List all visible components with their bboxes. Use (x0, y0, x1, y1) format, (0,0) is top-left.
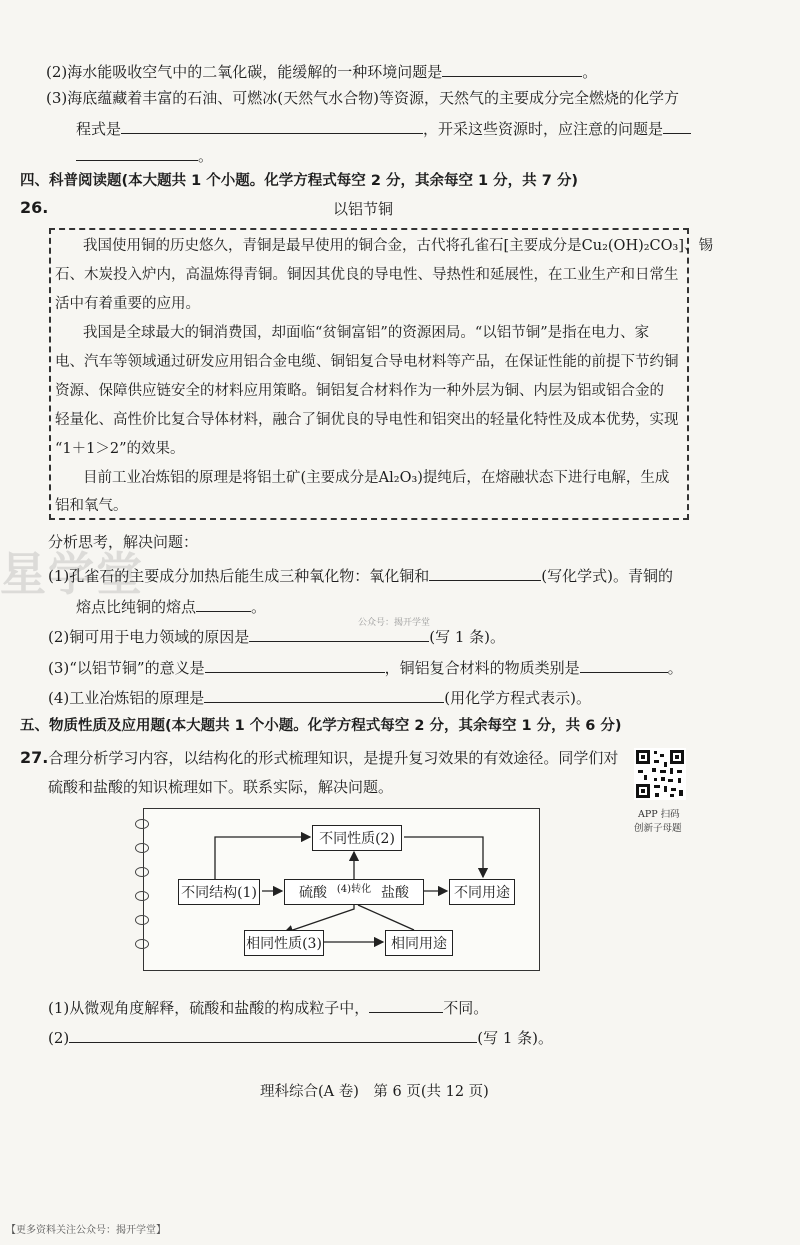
section-5-heading: 五、物质性质及应用题(本大题共 1 个小题。化学方程式每空 2 分，其余每空 1 分，共 6 分) (20, 718, 622, 734)
passage-line: “1＋1＞2”的效果。 (55, 441, 185, 457)
passage-line: 资源、保障供应链安全的材料应用策略。铜铝复合材料作为一种外层为铜、内层为铝或铝合金的 (55, 383, 664, 399)
q26-sub1-cont: 熔点比纯铜的熔点 。 (76, 595, 266, 617)
page-footer: 理科综合(A 卷) 第 6 页(共 12 页) (260, 1084, 489, 1100)
q26-sub4: (4)工业冶炼铝的原理是 (用化学方程式表示)。 (48, 686, 591, 708)
q27-sub2: (2) (写 1 条)。 (48, 1026, 553, 1048)
passage-line: 目前工业冶炼铝的原理是将铝土矿(主要成分是Al₂O₃)提纯后，在熔融状态下进行电解，生成 (83, 470, 670, 486)
q26-sub2: (2)铜可用于电力领域的原因是 (写 1 条)。 (48, 625, 505, 647)
watermark-caption: 公众号：揭开学堂 (358, 618, 431, 628)
node-same-property: 相同性质(3) (244, 930, 324, 956)
answer-blank[interactable] (369, 996, 443, 1013)
q26-title: 以铝节铜 (333, 200, 394, 218)
node-different-structure: 不同结构(1) (178, 879, 260, 905)
answer-blank[interactable] (429, 564, 541, 581)
node-sulfuric-acid: 硫酸 (299, 885, 327, 901)
answer-blank[interactable] (204, 686, 444, 703)
answer-blank[interactable] (69, 1026, 477, 1043)
qr-caption-2: 创新子母题 (634, 823, 682, 834)
qr-code-icon[interactable] (634, 748, 686, 800)
node-hydrochloric-acid: 盐酸 (380, 885, 409, 901)
footer-note: 【更多资料关注公众号：揭开学堂】 (6, 1225, 166, 1236)
q26-sub3: (3)“以铝节铜”的意义是 ，铜铝复合材料的物质类别是 。 (48, 656, 683, 678)
node-acid-pair (284, 879, 424, 905)
q27-intro-line2: 硫酸和盐酸的知识梳理如下。联系实际，解决问题。 (48, 778, 394, 796)
node-different-property: 不同性质(2) (312, 825, 402, 851)
answer-blank[interactable] (205, 656, 385, 673)
passage-line: 轻量化、高性价比复合导体材料，融合了铜优良的导电性和铝突出的轻量化特性及成本优势，实现 (55, 412, 679, 428)
reading-passage-box (49, 228, 714, 520)
qr-caption-1: APP 扫码 (638, 809, 680, 820)
passage-line: 我国是全球最大的铜消费国，却面临“贫铜富铝”的资源困局。“以铝节铜”是指在电力、家 (83, 325, 650, 341)
passage-line: 我国使用铜的历史悠久，青铜是最早使用的铜合金，古代将孔雀石[主要成分是Cu₂(OH)₂CO₃]、锡 (83, 238, 714, 254)
node-different-use: 不同用途 (449, 879, 515, 905)
answer-blank[interactable] (121, 117, 423, 134)
answer-blank[interactable] (76, 144, 198, 161)
q25-part3-line3: 。 (76, 144, 213, 166)
q25-part2: (2)海水能吸收空气中的二氧化碳，能缓解的一种环境问题是 。 (46, 60, 597, 82)
answer-blank[interactable] (196, 595, 251, 612)
answer-blank[interactable] (663, 117, 691, 134)
knowledge-diagram (143, 808, 540, 971)
passage-line: 石、木炭投入炉内，高温炼得青铜。铜因其优良的导电性、导热性和延展性，在工业生产和日常生 (55, 267, 679, 283)
answer-blank[interactable] (580, 656, 668, 673)
passage-line: 电、汽车等领域通过研发应用铝合金电缆、铜铝复合导电材料等产品，在保证性能的前提下节约铜 (55, 354, 679, 370)
node-conversion-label: (4)转化 (336, 883, 372, 895)
watermark-logo: 星学堂 (0, 547, 144, 601)
answer-blank[interactable] (442, 60, 582, 77)
q27-sub1: (1)从微观角度解释，硫酸和盐酸的构成粒子中， 不同。 (48, 996, 488, 1018)
q25-part3-line2: 程式是 ，开采这些资源时，应注意的问题是 (76, 117, 691, 139)
node-same-use: 相同用途 (385, 930, 453, 956)
analysis-heading: 分析思考，解决问题： (48, 533, 199, 551)
q26-sub1: (1)孔雀石的主要成分加热后能生成三种氧化物：氧化铜和 (写化学式)。青铜的 (48, 564, 673, 586)
passage-line: 活中有着重要的应用。 (55, 296, 200, 312)
section-4-heading: 四、科普阅读题(本大题共 1 个小题。化学方程式每空 2 分，其余每空 1 分，共 7 分) (20, 173, 578, 189)
q25-part3-line1: (3)海底蕴藏着丰富的石油、可燃冰(天然气水合物)等资源，天然气的主要成分完全燃烧的化学方 (46, 89, 679, 107)
q26-number: 26. (20, 198, 49, 217)
q27-intro-line1: 27.合理分析学习内容，以结构化的形式梳理知识，是提升复习效果的有效途径。同学们对 (20, 748, 619, 767)
passage-line: 铝和氧气。 (55, 498, 128, 514)
